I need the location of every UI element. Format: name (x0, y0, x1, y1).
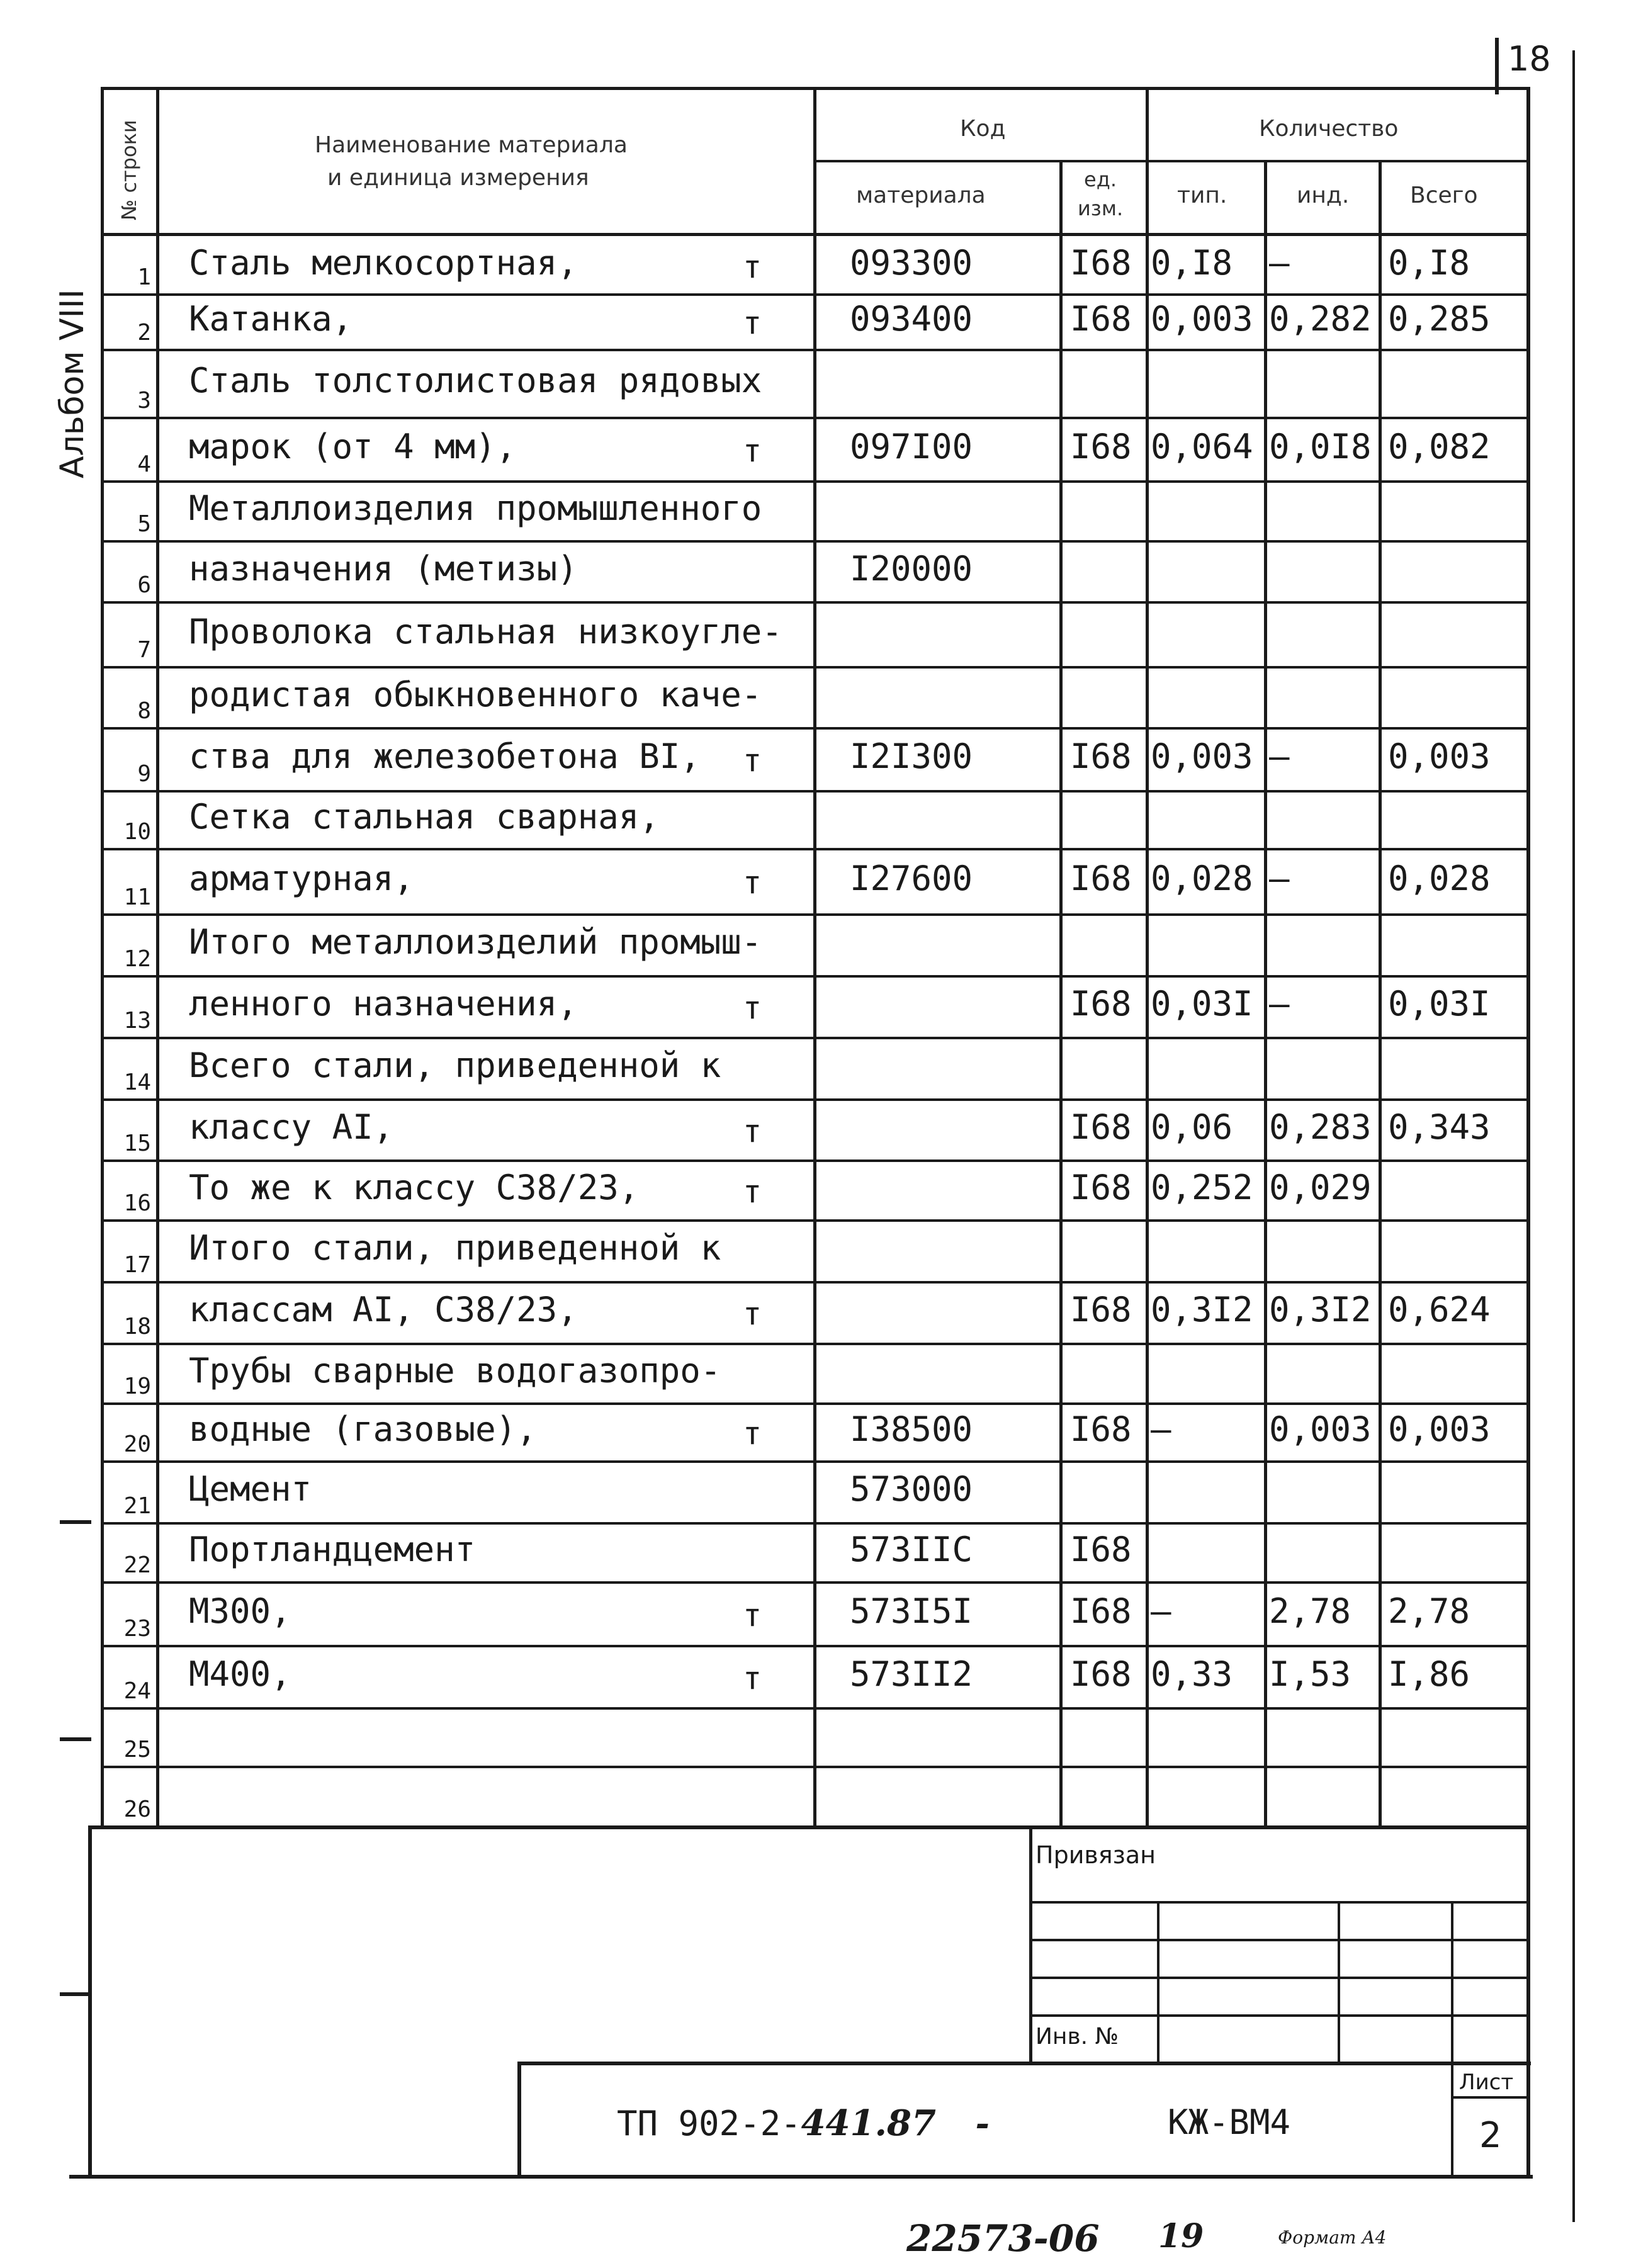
unit-label: т (743, 990, 762, 1026)
material-name: марок (от 4 мм), (189, 426, 517, 466)
cell-code: I2I300 (850, 736, 973, 776)
cell-total: 0,285 (1388, 299, 1491, 339)
inv-no-label: Инв. № (1035, 2024, 1119, 2050)
cell-total: 0,082 (1388, 426, 1491, 466)
material-name: ленного назначения, (189, 984, 578, 1024)
cell-code: 093300 (850, 242, 973, 283)
row-number: 22 (123, 1552, 151, 1578)
cell-ind: 0,282 (1269, 299, 1372, 339)
cell-ed: I68 (1070, 299, 1132, 339)
header-code-material: материала (856, 183, 986, 208)
unit-label: т (743, 1596, 762, 1633)
cell-code: I20000 (850, 548, 973, 589)
row-number: 18 (123, 1314, 151, 1340)
cell-typ: 0,003 (1151, 299, 1253, 339)
cell-total: 0,003 (1388, 1409, 1491, 1449)
row-number: 24 (123, 1678, 151, 1704)
cell-ind: 0,029 (1269, 1167, 1372, 1207)
material-name: Всего стали, приведенной к (189, 1046, 721, 1085)
unit-label: т (743, 1173, 762, 1210)
material-name: М300, (189, 1591, 291, 1631)
header-code-unit-2: изм. (1078, 196, 1124, 220)
cell-ed: I68 (1070, 1167, 1132, 1207)
unit-label: т (743, 432, 762, 469)
row-number: 6 (137, 572, 151, 598)
margin-mark (60, 1992, 91, 1996)
cell-total: 0,I8 (1388, 242, 1470, 283)
cell-typ: – (1151, 1409, 1171, 1449)
margin-mark (60, 1520, 91, 1524)
cell-ed: I68 (1070, 736, 1132, 776)
header-qty-typ: тип. (1177, 183, 1227, 208)
material-name: М400, (189, 1654, 291, 1694)
row-number: 21 (123, 1493, 151, 1519)
cell-ed: I68 (1070, 426, 1132, 466)
header-code: Код (960, 116, 1006, 142)
cell-code: I27600 (850, 859, 973, 898)
unit-label: т (743, 1415, 762, 1452)
unit-label: т (743, 1295, 762, 1332)
header-qty-total: Всего (1410, 183, 1478, 208)
material-name: классам АI, С38/23, (189, 1290, 578, 1329)
unit-label: т (743, 1659, 762, 1696)
page-number: 18 (1508, 39, 1551, 79)
row-number: 1 (137, 264, 151, 290)
header-code-unit-1: ед. (1084, 167, 1117, 191)
row-number: 16 (123, 1190, 151, 1216)
cell-ed: I68 (1070, 1654, 1132, 1694)
cell-ed: I68 (1070, 1290, 1132, 1329)
cell-total: 0,028 (1388, 859, 1491, 898)
doc-code: КЖ-ВМ4 (1168, 2102, 1291, 2142)
cell-code: 573II2 (850, 1654, 973, 1694)
row-number: 4 (137, 451, 151, 477)
right-edge-line (1572, 50, 1575, 2222)
cell-code: 573000 (850, 1469, 973, 1509)
doc-handwritten: 441.87 (801, 2102, 936, 2144)
material-name: Проволока стальная низкоугле- (189, 611, 782, 652)
doc-number (617, 2102, 990, 2144)
row-number: 14 (123, 1069, 151, 1095)
row-number: 19 (123, 1374, 151, 1399)
material-name: Сетка стальная сварная, (189, 797, 660, 837)
material-name: Цемент (189, 1469, 312, 1509)
row-number: 9 (137, 761, 151, 787)
cell-total: I,86 (1388, 1654, 1470, 1694)
material-name: ства для железобетона ВI, (189, 736, 701, 776)
cell-ind: – (1269, 984, 1290, 1024)
row-number: 20 (123, 1431, 151, 1457)
material-name: Портландцемент (189, 1530, 476, 1569)
sheet-number: 2 (1479, 2115, 1502, 2156)
cell-typ: 0,I8 (1151, 242, 1233, 283)
cell-typ: 0,3I2 (1151, 1290, 1253, 1329)
album-label: Альбом VIII (54, 289, 91, 478)
cell-code: I38500 (850, 1409, 973, 1449)
cell-ind: – (1269, 242, 1290, 283)
material-name: арматурная, (189, 859, 414, 898)
cell-ed: I68 (1070, 1107, 1132, 1147)
cell-ind: 0,003 (1269, 1409, 1372, 1449)
material-name: классу АI, (189, 1107, 394, 1147)
row-number: 5 (137, 511, 151, 537)
cell-typ: 0,003 (1151, 736, 1253, 776)
format-label: Формат А4 (1278, 2227, 1387, 2248)
header-name-line2: и единица измерения (327, 165, 589, 191)
cell-total: 0,624 (1388, 1290, 1491, 1329)
row-number: 23 (123, 1616, 151, 1642)
material-name: Металлоизделия промышленного (189, 488, 762, 528)
cell-typ: 0,252 (1151, 1167, 1253, 1207)
row-number: 7 (137, 637, 151, 663)
material-name: водные (газовые), (189, 1409, 537, 1449)
row-number: 10 (123, 819, 151, 845)
material-name: Катанка, (189, 299, 353, 339)
material-name: назначения (метизы) (189, 548, 578, 589)
doc-dash: - (975, 2103, 990, 2143)
row-number: 25 (123, 1737, 151, 1763)
cell-code: 573IIC (850, 1530, 973, 1569)
row-number: 12 (123, 946, 151, 972)
cell-ind: 0,283 (1269, 1107, 1372, 1147)
material-name: Сталь толстолистовая рядовых (189, 361, 762, 400)
cell-code: 573I5I (850, 1591, 973, 1631)
material-name: Сталь мелкосортная, (189, 242, 578, 283)
cell-ed: I68 (1070, 859, 1132, 898)
material-name: Итого стали, приведенной к (189, 1228, 721, 1268)
row-number: 2 (137, 320, 151, 346)
unit-label: т (743, 742, 762, 779)
material-name: То же к классу С38/23, (189, 1167, 640, 1207)
cell-typ: 0,06 (1151, 1107, 1233, 1147)
row-number: 11 (123, 884, 151, 910)
cell-typ: 0,33 (1151, 1654, 1233, 1694)
row-number: 15 (123, 1131, 151, 1156)
cell-ind: I,53 (1269, 1654, 1351, 1694)
header-name-line1: Наименование материала (315, 132, 628, 158)
cell-typ: 0,028 (1151, 859, 1253, 898)
header-qty-ind: инд. (1297, 183, 1350, 208)
unit-label: т (743, 305, 762, 341)
doc-prefix: ТП 902-2- (617, 2104, 801, 2143)
cell-typ: – (1151, 1591, 1171, 1631)
row-number: 13 (123, 1008, 151, 1034)
cell-ind: 0,0I8 (1269, 426, 1372, 466)
unit-label: т (743, 864, 762, 901)
cell-ed: I68 (1070, 242, 1132, 283)
cell-total: 0,03I (1388, 984, 1491, 1024)
material-name: Трубы сварные водогазопро- (189, 1350, 721, 1391)
cell-total: 2,78 (1388, 1591, 1470, 1631)
cell-ed: I68 (1070, 1409, 1132, 1449)
cell-ind: 2,78 (1269, 1591, 1351, 1631)
page-number-bracket (1495, 38, 1499, 94)
row-number: 17 (123, 1252, 151, 1278)
cell-code: 093400 (850, 299, 973, 339)
row-number: 3 (137, 388, 151, 414)
cell-ind: – (1269, 859, 1290, 898)
cell-ind: 0,3I2 (1269, 1290, 1372, 1329)
cell-code: 097I00 (850, 426, 973, 466)
material-name: родистая обыкновенного каче- (189, 674, 762, 714)
privyazan-label: Привязан (1035, 1841, 1156, 1869)
cell-typ: 0,03I (1151, 984, 1253, 1024)
cell-total: 0,343 (1388, 1107, 1491, 1147)
cell-typ: 0,064 (1151, 426, 1253, 466)
page-handwritten: 19 (1158, 2217, 1204, 2255)
sheet-label: Лист (1459, 2070, 1514, 2095)
cell-ed: I68 (1070, 1530, 1132, 1569)
material-name: Итого металлоизделий промыш- (189, 922, 762, 962)
row-number: 26 (123, 1797, 151, 1822)
cell-ed: I68 (1070, 984, 1132, 1024)
header-quantity: Количество (1259, 116, 1399, 142)
header-row-no: № строки (117, 120, 141, 220)
cell-ind: – (1269, 736, 1290, 776)
cell-ed: I68 (1070, 1591, 1132, 1631)
row-number: 8 (137, 698, 151, 724)
unit-label: т (743, 1112, 762, 1149)
order-number: 22573-06 (906, 2217, 1100, 2260)
unit-label: т (743, 248, 762, 285)
margin-mark (60, 1737, 91, 1741)
cell-total: 0,003 (1388, 736, 1491, 776)
